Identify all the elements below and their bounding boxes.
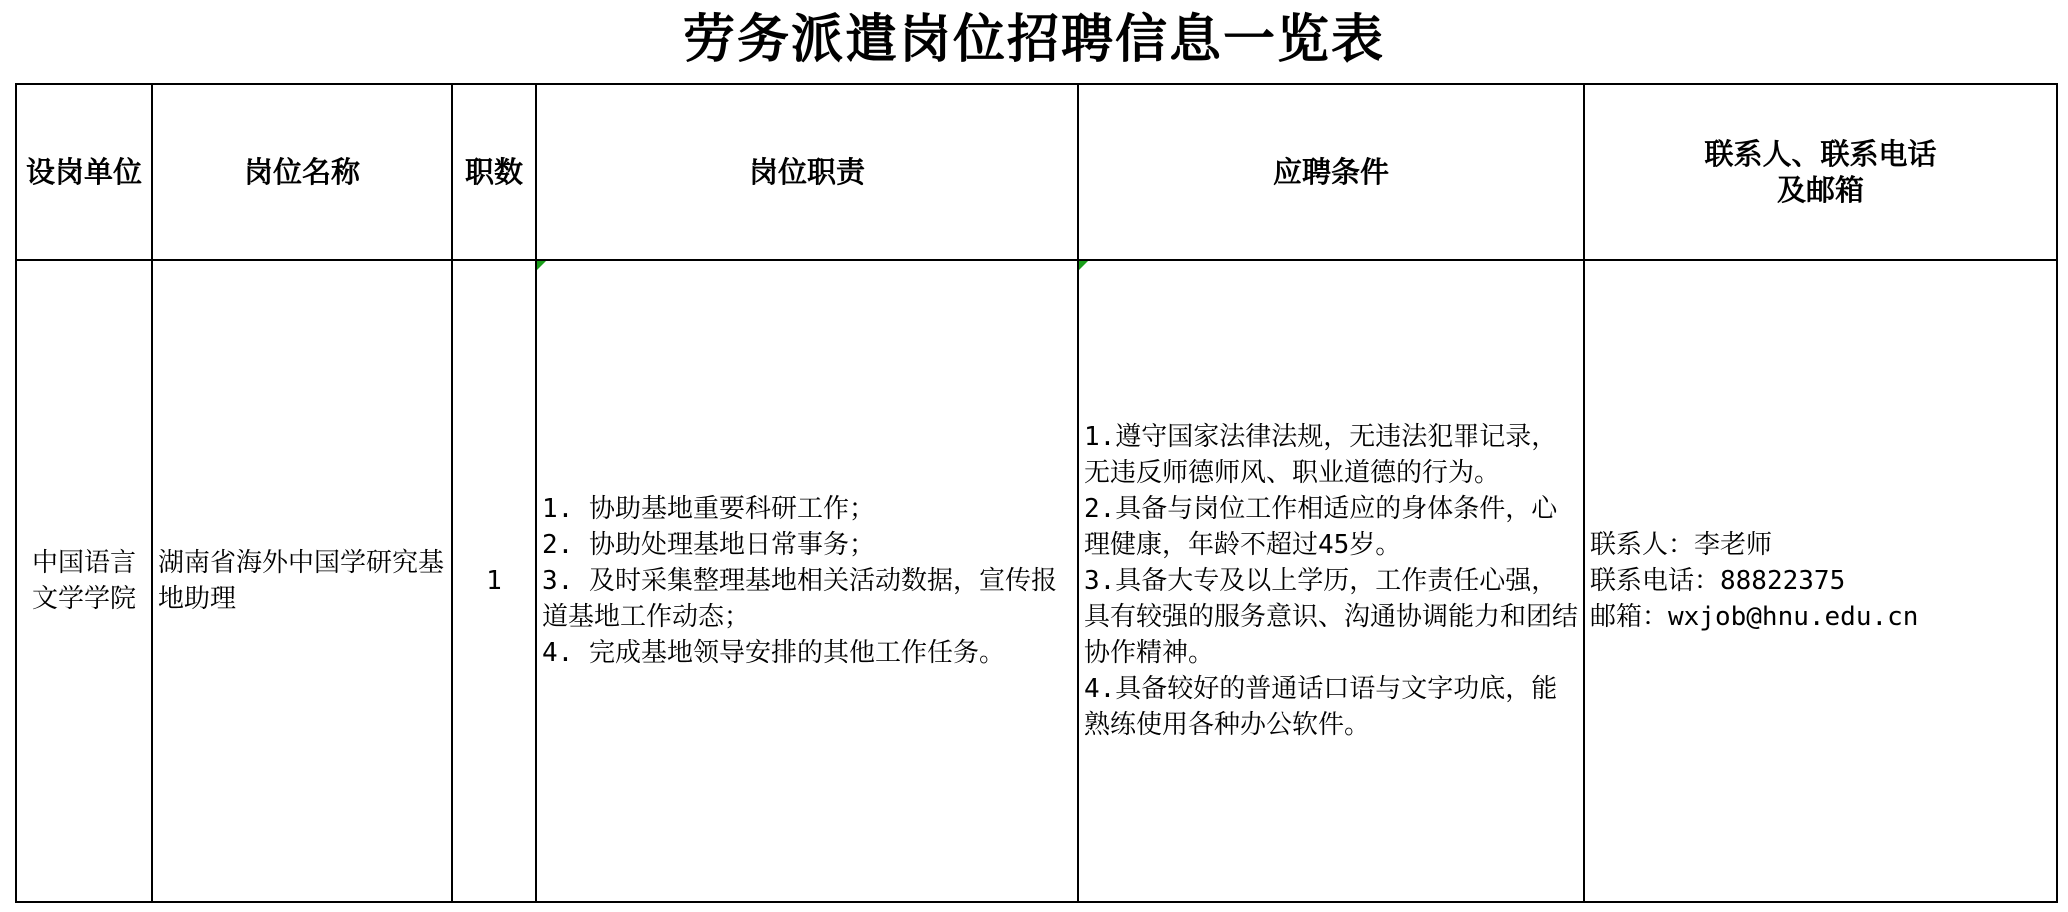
page-title: 劳务派遣岗位招聘信息一览表	[682, 9, 1385, 70]
contact-email: 邮箱：wxjob@hnu.edu.cn	[1590, 602, 1919, 632]
cell-position: 湖南省海外中国学研究基地助理	[152, 260, 452, 902]
contact-person: 联系人：李老师	[1590, 530, 1773, 560]
cell-duties	[536, 260, 1078, 902]
header-contact-line2: 及邮箱	[1776, 173, 1864, 207]
table-row	[16, 260, 2057, 902]
header-count: 职数	[452, 84, 536, 260]
header-duties: 岗位职责	[536, 84, 1078, 260]
header-contact	[1584, 84, 2057, 260]
duty-item: 2. 协助处理基地日常事务；	[542, 530, 875, 560]
header-unit: 设岗单位	[16, 84, 152, 260]
recruitment-table	[15, 83, 2058, 903]
header-position: 岗位名称	[152, 84, 452, 260]
header-requirements: 应聘条件	[1078, 84, 1584, 260]
header-row	[16, 84, 2057, 260]
header-contact-line1: 联系人、联系电话	[1704, 137, 1937, 171]
requirement-item: 4.具备较好的普通话口语与文字功底，能熟练使用各种办公软件。	[1084, 674, 1558, 740]
cell-requirements	[1078, 260, 1584, 902]
requirement-item: 1.遵守国家法律法规，无违法犯罪记录，无违反师德师风、职业道德的行为。	[1084, 422, 1558, 488]
cell-count: 1	[452, 260, 536, 902]
requirement-item: 3.具备大专及以上学历，工作责任心强，具有较强的服务意识、沟通协调能力和团结协作精神。	[1084, 566, 1579, 668]
contact-phone: 联系电话：88822375	[1590, 566, 1846, 596]
cell-contact	[1584, 260, 2057, 902]
duty-item: 1. 协助基地重要科研工作；	[542, 494, 875, 524]
duty-item: 3. 及时采集整理基地相关活动数据，宣传报道基地工作动态；	[542, 566, 1057, 632]
requirement-item: 2.具备与岗位工作相适应的身体条件，心理健康，年龄不超过45岁。	[1084, 494, 1558, 560]
cell-unit: 中国语言文学学院	[16, 260, 152, 902]
duty-item: 4. 完成基地领导安排的其他工作任务。	[542, 638, 1005, 668]
